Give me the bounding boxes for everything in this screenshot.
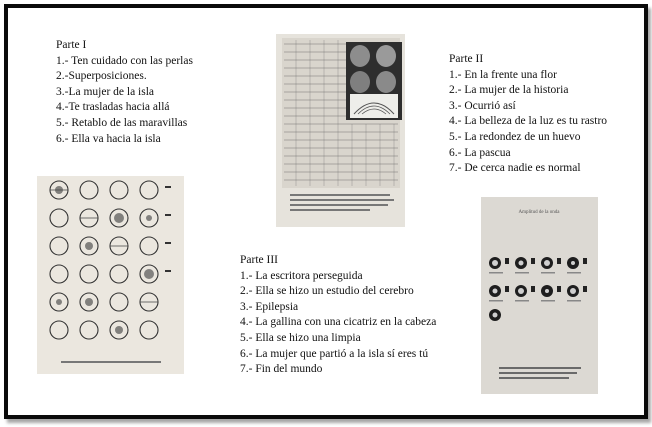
parte-2-item: 5.- La redondez de un huevo [449,130,581,143]
brain-scan-illustration [276,34,405,227]
parte-3-item: 5.- Ella se hizo una limpia [240,331,361,344]
parte-2-list [449,52,607,177]
parte-1-item: 1.- Ten cuidado con las perlas [56,54,193,67]
parte-1-item: 5.- Retablo de las maravillas [56,116,188,129]
parte-3-item: 7.- Fin del mundo [240,363,323,376]
parte-2-item: 4.- La belleza de la luz es tu rastro [449,115,608,128]
parte-1-item: 3.-La mujer de la isla [56,85,155,98]
parte-2-title: Parte II [449,53,484,65]
brain-scan-photo [276,34,405,227]
eeg-grid-illustration [37,176,184,374]
parte-2-item: 2.- La mujer de la historia [449,84,569,97]
amplitude-header: Amplitud de la onda [518,210,560,215]
parte-3-item: 3.- Epilepsia [240,300,299,313]
amplitude-illustration [481,197,598,394]
amplitude-photo [481,197,598,394]
eeg-grid-photo [37,176,184,374]
parte-1-item: 4.-Te trasladas hacia allá [56,101,170,114]
parte-3-item: 4.- La gallina con una cicatriz en la cabeza [240,316,437,329]
parte-3-item: 6.- La mujer que partió a la isla sí eres tú [240,347,429,360]
parte-2-item: 3.- Ocurrió así [449,99,516,112]
parte-1-item: 6.- Ella va hacia la isla [56,132,161,145]
parte-3-title: Parte III [240,254,278,266]
parte-2-item: 1.- En la frente una flor [449,68,557,81]
parte-3-item: 1.- La escritora perseguida [240,269,363,282]
parte-3-list [240,253,436,378]
parte-2-item: 7.- De cerca nadie es normal [449,162,581,175]
parte-2-item: 6.- La pascua [449,146,511,159]
parte-1-title: Parte I [56,39,87,51]
parte-1-item: 2.-Superposiciones. [56,70,147,83]
parte-3-item: 2.- Ella se hizo un estudio del cerebro [240,285,414,298]
parte-1-list [56,38,193,147]
